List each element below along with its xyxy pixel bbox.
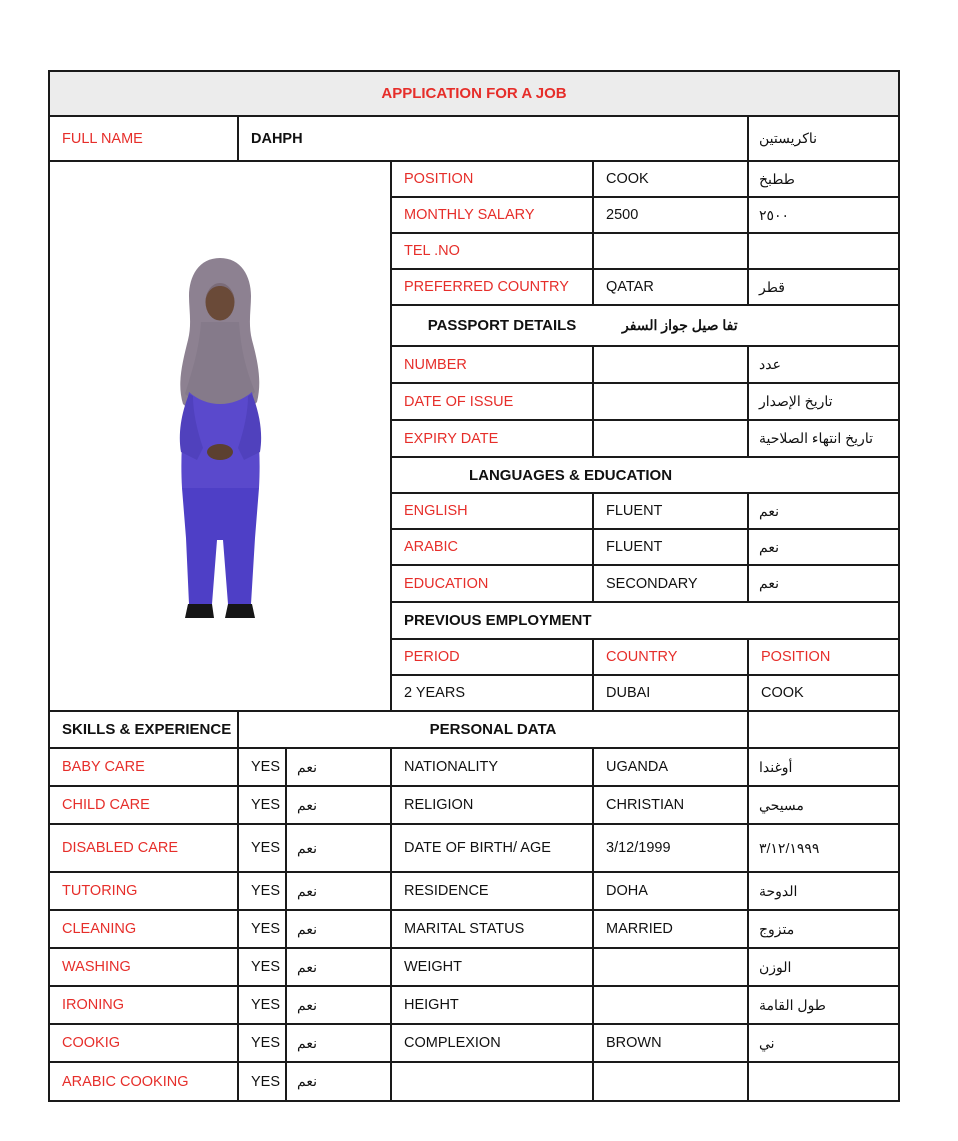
field-arabic: طول القامة	[759, 996, 826, 1013]
table-row	[50, 1063, 898, 1100]
skill-answer: YES	[239, 1063, 287, 1100]
field-residence: RESIDENCE	[392, 873, 594, 909]
previous-employment-entry-row	[392, 676, 898, 710]
photo-cell	[50, 162, 392, 710]
previous-employment-header-row	[392, 603, 898, 640]
skill-cooking: COOKIG	[50, 1025, 239, 1061]
period-column-header: PERIOD	[392, 640, 594, 674]
country-value: QATAR	[594, 270, 749, 304]
field-value: BROWN	[594, 1025, 749, 1061]
field-value: 3/12/1999	[594, 825, 749, 871]
skill-answer: YES	[239, 873, 287, 909]
skills-header: SKILLS & EXPERIENCE	[50, 712, 239, 747]
languages-header: LANGUAGES & EDUCATION	[468, 466, 673, 484]
salary-arabic: ٢٥٠٠	[759, 206, 790, 223]
arabic-value: FLUENT	[594, 530, 749, 564]
title-row	[50, 72, 898, 117]
table-row	[392, 494, 898, 530]
skill-answer-arabic: نعم	[287, 873, 392, 909]
skill-child-care: CHILD CARE	[50, 787, 239, 823]
skill-cleaning: CLEANING	[50, 911, 239, 947]
form-title: APPLICATION FOR A JOB	[381, 85, 567, 102]
skills-header-row	[50, 712, 898, 749]
tel-arabic	[749, 234, 898, 268]
tel-label: TEL .NO	[392, 234, 594, 268]
skill-answer-arabic: نعم	[287, 749, 392, 785]
personal-data-header: PERSONAL DATA	[239, 712, 749, 747]
table-row	[50, 749, 898, 787]
field-height: HEIGHT	[392, 987, 594, 1023]
field-religion: RELIGION	[392, 787, 594, 823]
skill-answer: YES	[239, 987, 287, 1023]
field-value: CHRISTIAN	[594, 787, 749, 823]
skill-answer-arabic: نعم	[287, 825, 392, 871]
table-row	[392, 566, 898, 603]
field-complexion: COMPLEXION	[392, 1025, 594, 1061]
passport-header: PASSPORT DETAILS	[427, 317, 577, 334]
table-row	[392, 530, 898, 566]
skill-answer: YES	[239, 825, 287, 871]
table-row	[50, 949, 898, 987]
tel-value	[594, 234, 749, 268]
country-arabic: قطر	[759, 278, 785, 295]
skill-answer-arabic: نعم	[287, 1063, 392, 1100]
skill-answer: YES	[239, 949, 287, 985]
field-nationality: NATIONALITY	[392, 749, 594, 785]
skill-arabic-cooking: ARABIC COOKING	[50, 1063, 239, 1100]
field-empty	[392, 1063, 594, 1100]
skill-disabled-care: DISABLED CARE	[50, 825, 239, 871]
full-name-row	[50, 117, 898, 162]
country-column-header: COUNTRY	[594, 640, 749, 674]
skill-baby-care: BABY CARE	[50, 749, 239, 785]
field-arabic: ني	[759, 1034, 775, 1051]
table-row	[392, 234, 898, 270]
skill-answer-arabic: نعم	[287, 787, 392, 823]
skill-answer: YES	[239, 749, 287, 785]
position-value-prev: COOK	[761, 685, 804, 701]
field-arabic: متزوج	[759, 920, 795, 937]
field-arabic: الدوحة	[759, 882, 798, 899]
skill-answer-arabic: نعم	[287, 987, 392, 1023]
table-row	[50, 1025, 898, 1063]
applicant-photo	[163, 252, 278, 627]
date-of-issue-label: DATE OF ISSUE	[392, 384, 594, 419]
field-arabic: ٣/١٢/١٩٩٩	[759, 839, 820, 856]
expiry-date-label: EXPIRY DATE	[392, 421, 594, 456]
skill-answer-arabic: نعم	[287, 911, 392, 947]
salary-value: 2500	[594, 198, 749, 232]
education-arabic: نعم	[759, 575, 779, 591]
expiry-date-value	[594, 421, 749, 456]
arabic-label: ARABIC	[392, 530, 594, 564]
salary-label: MONTHLY SALARY	[392, 198, 594, 232]
passport-number-arabic: عدد	[759, 356, 781, 372]
arabic-arabic: نعم	[759, 538, 779, 555]
skill-washing: WASHING	[50, 949, 239, 985]
skill-ironing: IRONING	[50, 987, 239, 1023]
skill-answer: YES	[239, 1025, 287, 1061]
previous-employment-columns-row	[392, 640, 898, 676]
position-value: COOK	[594, 162, 749, 196]
field-value	[594, 987, 749, 1023]
field-value: UGANDA	[594, 749, 749, 785]
full-name-arabic: ناكريستين	[759, 130, 818, 146]
table-row	[392, 347, 898, 384]
table-row	[392, 421, 898, 458]
skills-header-spacer	[749, 712, 898, 747]
country-label: PREFERRED COUNTRY	[392, 270, 594, 304]
english-label: ENGLISH	[392, 494, 594, 528]
table-row	[50, 787, 898, 825]
skill-answer-arabic: نعم	[287, 949, 392, 985]
field-arabic: الوزن	[759, 958, 792, 975]
field-value	[594, 949, 749, 985]
languages-header-row	[392, 458, 898, 494]
position-arabic: ططبخ	[759, 170, 795, 187]
education-value: SECONDARY	[594, 566, 749, 601]
languages-header-spacer	[749, 458, 898, 492]
period-value: 2 YEARS	[392, 676, 594, 710]
passport-number-label: NUMBER	[392, 347, 594, 382]
table-row	[50, 873, 898, 911]
previous-employment-header: PREVIOUS EMPLOYMENT	[404, 612, 592, 629]
english-value: FLUENT	[594, 494, 749, 528]
details-panel	[392, 162, 898, 710]
field-weight: WEIGHT	[392, 949, 594, 985]
table-row	[392, 270, 898, 306]
skill-tutoring: TUTORING	[50, 873, 239, 909]
field-value: DOHA	[594, 873, 749, 909]
education-label: EDUCATION	[392, 566, 594, 601]
position-column-header: POSITION	[761, 649, 831, 665]
passport-header-row	[392, 306, 898, 347]
application-form	[48, 70, 900, 1102]
field-value: MARRIED	[594, 911, 749, 947]
table-row	[392, 198, 898, 234]
main-section	[50, 162, 898, 712]
table-row	[50, 911, 898, 949]
full-name-label: FULL NAME	[50, 117, 239, 160]
skill-answer: YES	[239, 787, 287, 823]
full-name-value: DAHPH	[239, 117, 749, 160]
field-date-of-birth: DATE OF BIRTH/ AGE	[392, 825, 594, 871]
passport-number-value	[594, 347, 749, 382]
date-of-issue-arabic: تاريخ الإصدار	[759, 393, 833, 409]
skill-answer-arabic: نعم	[287, 1025, 392, 1061]
field-marital-status: MARITAL STATUS	[392, 911, 594, 947]
table-row	[50, 987, 898, 1025]
table-row	[50, 825, 898, 873]
skill-answer: YES	[239, 911, 287, 947]
country-value-prev: DUBAI	[594, 676, 749, 710]
table-row	[392, 162, 898, 198]
field-arabic: مسيحي	[759, 796, 804, 813]
expiry-date-arabic: تاريخ انتهاء الصلاحية	[759, 430, 873, 446]
date-of-issue-value	[594, 384, 749, 419]
english-arabic: نعم	[759, 502, 779, 519]
field-value	[594, 1063, 749, 1100]
passport-header-arabic: تفا صيل جواز السفر	[622, 317, 738, 333]
field-arabic	[749, 1063, 898, 1100]
table-row	[392, 384, 898, 421]
position-label: POSITION	[392, 162, 594, 196]
field-arabic: أوغندا	[759, 758, 793, 775]
